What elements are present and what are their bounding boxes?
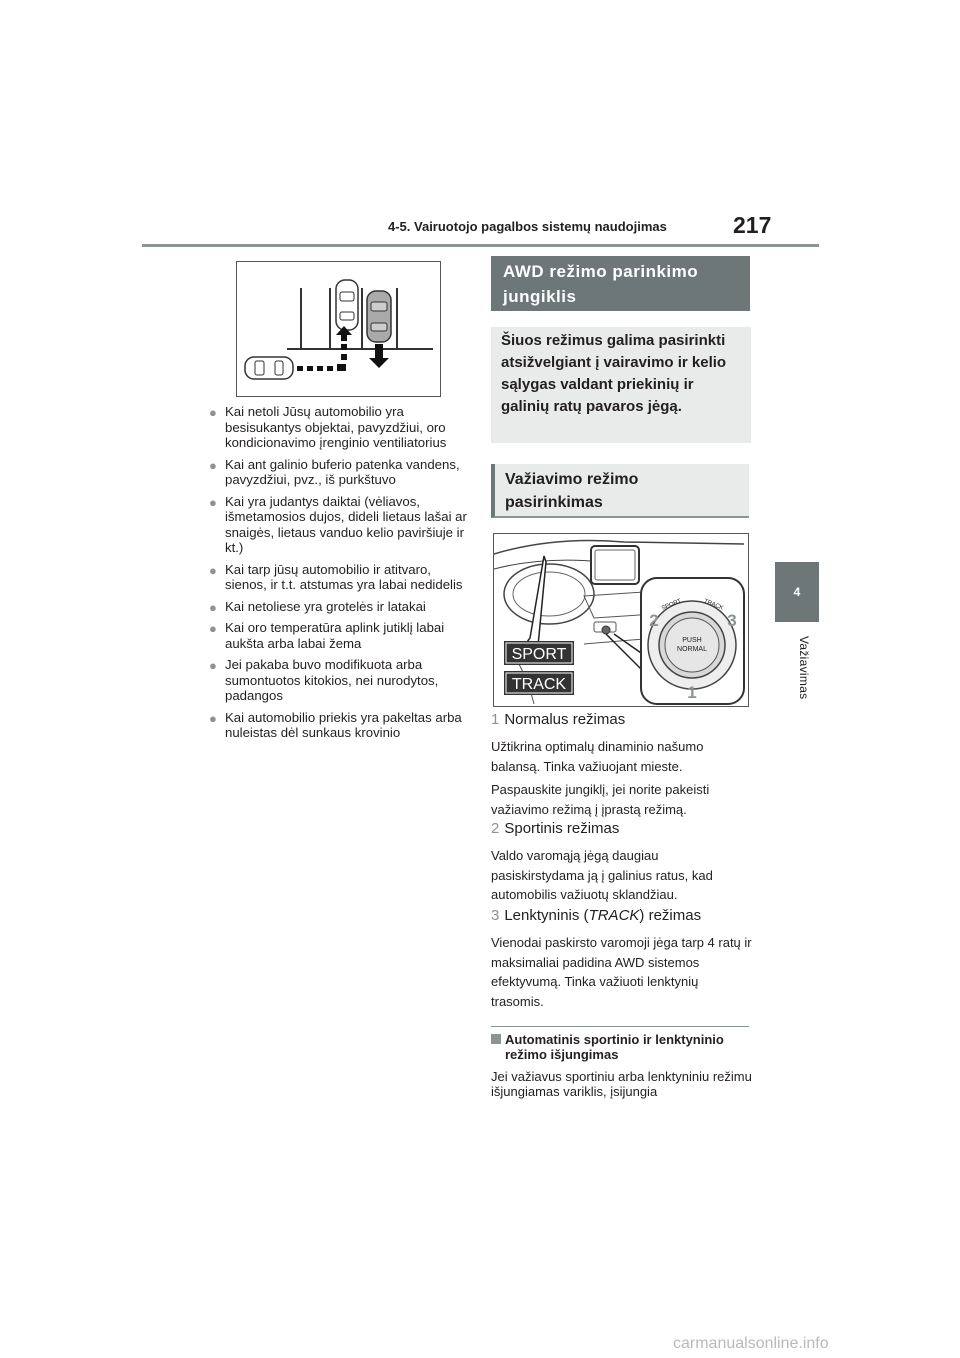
callout-2: 2 bbox=[649, 611, 659, 630]
white-car-icon bbox=[336, 280, 358, 330]
bullet-icon: ● bbox=[209, 562, 217, 578]
mode-item-track bbox=[491, 907, 753, 1011]
section-title: 4-5. Vairuotojo pagalbos sistemų naudojimas bbox=[388, 219, 667, 234]
callout-1: 1 bbox=[687, 683, 697, 702]
bullet-icon: ● bbox=[209, 599, 217, 615]
watermark: carmanualsonline.info bbox=[673, 1335, 829, 1352]
list-item: ● Kai yra judantys daiktai (vėliavos, išmetamosios dujos, dideli lietaus lašai ar snaigės, lietaus vanduo kelio paviršiuje ir kt.) bbox=[209, 493, 467, 555]
track-label: TRACK bbox=[511, 676, 567, 693]
bullet-icon: ● bbox=[209, 494, 217, 510]
sport-label: SPORT bbox=[511, 646, 567, 663]
auto-off-text: Jei važiavus sportiniu arba lenktyniniu režimu išjungiamas variklis, įsijungia bbox=[491, 1069, 752, 1099]
bullet-icon: ● bbox=[209, 658, 217, 673]
page-number: 217 bbox=[733, 212, 772, 238]
list-item: ● Kai ant galinio buferio patenka vandens, pavyzdžiui, pvz., iš purkštuvo bbox=[209, 456, 460, 487]
auto-off-title: Automatinis sportinio ir lenktyninio režimo išjungimas bbox=[491, 1033, 749, 1062]
knob-push-label: PUSH bbox=[682, 637, 702, 644]
bullet-icon: ● bbox=[209, 710, 217, 726]
mode-paragraph: Vienodai paskirsto varomoji jėga tarp 4 ratų ir maksimaliai padidina AWD sistemos efektyvumą. Tinka važiuoti lenktynių trasomis. bbox=[491, 935, 752, 1009]
square-bullet-icon bbox=[491, 1034, 501, 1044]
bullet-icon: ● bbox=[209, 621, 217, 636]
bullet-list bbox=[209, 404, 471, 747]
awd-section-title: AWD režimo parinkimo jungiklis bbox=[491, 256, 750, 311]
knob-normal-label: NORMAL bbox=[677, 646, 707, 653]
bullet-icon: ● bbox=[209, 405, 217, 420]
chapter-label: Važiavimas bbox=[797, 636, 811, 700]
drive-mode-title: Važiavimo režimo pasirinkimas bbox=[491, 464, 749, 518]
list-item: ● Kai automobilio priekis yra pakeltas arba nuleistas dėl sunkaus krovinio bbox=[209, 709, 462, 740]
callout-3: 3 bbox=[727, 611, 737, 630]
knob-track-label: TRACK bbox=[702, 598, 724, 612]
mode-number: 2 bbox=[491, 820, 500, 837]
header-rule bbox=[142, 244, 819, 247]
section-divider bbox=[491, 1026, 749, 1027]
arrow-down-icon bbox=[369, 344, 389, 368]
list-item: ● Kai netoli Jūsų automobilio yra besisukantys objektai, pavyzdžiui, oro kondicionavimo įrenginio ventiliatorius bbox=[209, 404, 447, 450]
mode-paragraph: Užtikrina optimalų dinaminio našumo balansą. Tinka važiuojant mieste. bbox=[491, 739, 704, 774]
mode-title: Normalus režimas bbox=[504, 711, 626, 728]
mode-number: 1 bbox=[491, 711, 500, 728]
mode-paragraph: Paspauskite jungiklį, jei norite pakeisti važiavimo režimą į įprastą režimą. bbox=[491, 782, 710, 817]
list-item: ● Kai netoliese yra grotelės ir latakai bbox=[209, 598, 426, 615]
list-item: ● Kai tarp jūsų automobilio ir atitvaro, sienos, ir t.t. atstumas yra labai nedidelis bbox=[209, 561, 463, 592]
gray-car-icon bbox=[367, 291, 391, 342]
list-item: ● Kai oro temperatūra aplink jutiklį labai aukšta arba labai žema bbox=[209, 620, 445, 651]
drive-mode-figure bbox=[493, 533, 749, 707]
mode-paragraph: Valdo varomąją jėgą daugiau pasiskirstydama ją į galinius ratus, kad automobilis važiuotų sklandžiau. bbox=[491, 848, 713, 902]
parking-figure bbox=[236, 261, 441, 397]
awd-intro: Šiuos režimus galima pasirinkti atsižvelgiant į vairavimo ir kelio sąlygas valdant priekinių ir galinių ratų pavaros jėgą. bbox=[491, 327, 751, 443]
bullet-icon: ● bbox=[209, 457, 217, 473]
knob-sport-label: SPORT bbox=[660, 598, 683, 612]
mode-title: Sportinis režimas bbox=[504, 820, 620, 837]
chapter-tab: 4 bbox=[775, 562, 819, 622]
mode-item-normal bbox=[491, 711, 753, 819]
mode-number: 3 bbox=[491, 907, 500, 924]
mode-item-sport bbox=[491, 820, 753, 905]
side-car-icon bbox=[245, 357, 293, 379]
list-item: ● Jei pakaba buvo modifikuota arba sumontuotos kitokios, nei nurodytos, padangos bbox=[209, 657, 439, 703]
mode-title: Lenktyninis (TRACK) režimas bbox=[504, 907, 702, 924]
